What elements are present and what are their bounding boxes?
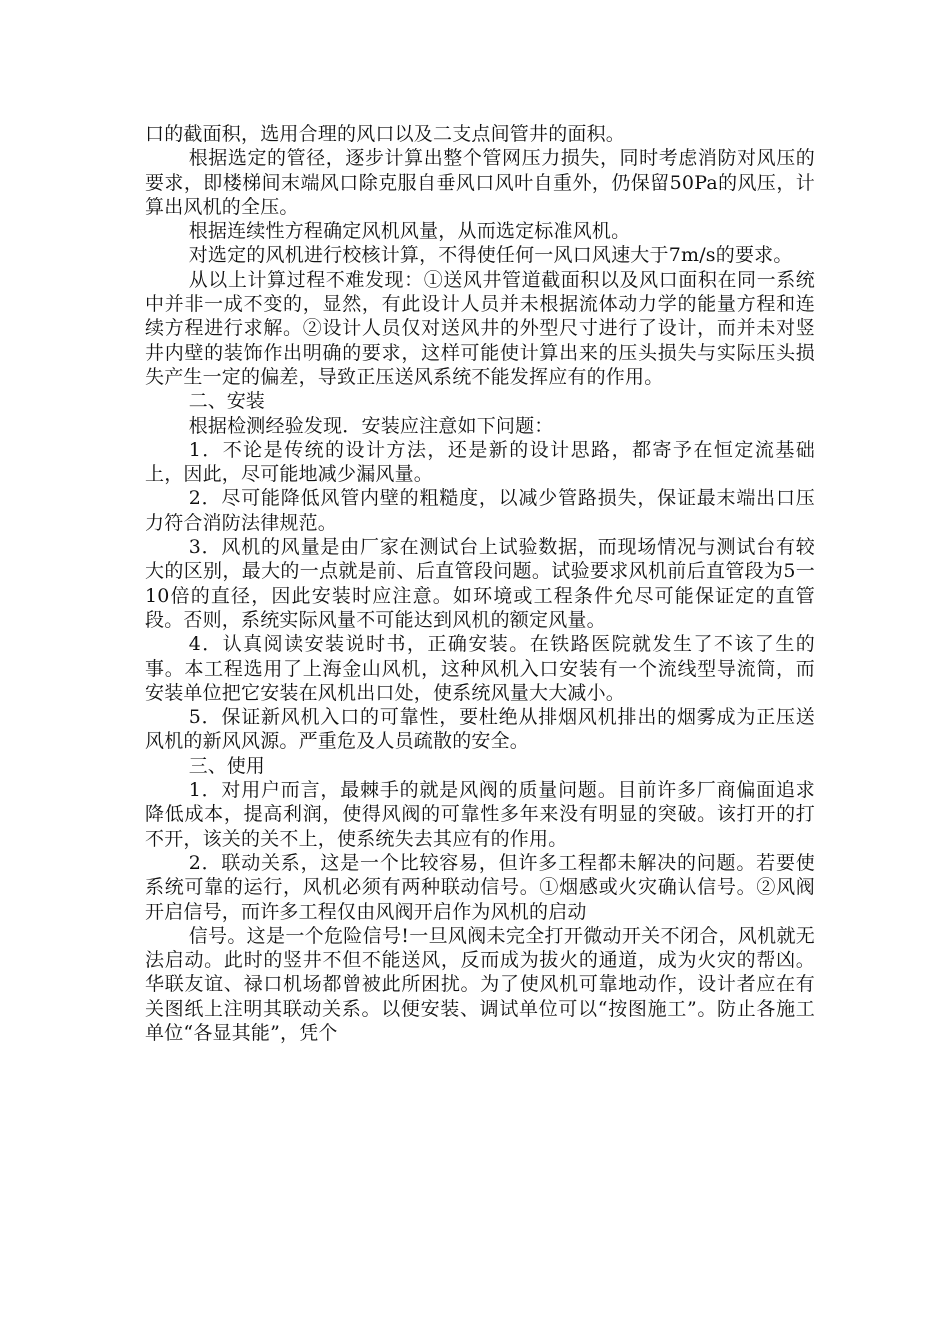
paragraph: 信号。这是一个危险信号!一旦风阀未完全打开微动开关不闭合，风机就无法启动。此时的竖井不但不能送风，反而成为拔火的通道，成为火灾的帮凶。华联友谊、禄口机场都曾被此所困扰。为了使风机可靠地动作，设计者应在有关图纸上注明其联动关系。以便安装、调试单位可以“按图施工”。防止各施工单位“各显其能”，凭个 (145, 924, 815, 1044)
list-item: 2．联动关系，这是一个比较容易，但许多工程都未解决的问题。若要使系统可靠的运行，风机必须有两种联动信号。①烟感或火灾确认信号。②风阀开启信号，而许多工程仅由风阀开启作为风机的启动 (145, 851, 815, 923)
paragraph: 对选定的风机进行校核计算，不得使任何一风口风速大于7m/s的要求。 (188, 244, 793, 267)
document-page (145, 122, 815, 1045)
paragraph: 从以上计算过程不难发现：①送风井管道截面积以及风口面积在同一系统中并非一成不变的，显然，有此设计人员并未根据流体动力学的能量方程和连续方程进行求解。②设计人员仅对送风井的外型尺寸进行了设计，而并未对竖井内壁的装饰作出明确的要求，这样可能使计算出来的压头损失与实际压头损失产生一定的偏差，导致正压送风系统不能发挥应有的作用。 (145, 268, 815, 388)
list-item: 2．尽可能降低风管内壁的粗糙度，以减少管路损失，保证最末端出口压力符合消防法律规范。 (145, 487, 815, 534)
paragraph: 根据选定的管径，逐步计算出整个管网压力损失，同时考虑消防对风压的要求，即楼梯间末端风口除克服自垂风口风叶自重外，仍保留50Pa的风压，计算出风机的全压。 (145, 147, 815, 218)
list-item: 1．对用户而言，最棘手的就是风阀的质量问题。目前许多厂商偏面追求降低成本，提高利润，使得风阀的可靠性多年来没有明显的突破。该打开的打不开，该关的关不上，使系统失去其应有的作用。 (145, 779, 815, 850)
paragraph: 口的截面积，选用合理的风口以及二支点间管井的面积。 (145, 123, 626, 145)
paragraph: 根据检测经验发现．安装应注意如下问题： (188, 414, 554, 437)
list-item: 3．风机的风量是由厂家在测试台上试验数据，而现场情况与测试台有较大的区别，最大的一点就是前、后直管段问题。试验要求风机前后直管段为5一10倍的直径，因此安装时应注意。如环境或工程条件允尽可能保证定的直管段。否则，系统实际风量不可能达到风机的额定风量。 (145, 536, 815, 631)
list-item: 5．保证新风机入口的可靠性，要杜绝从排烟风机排出的烟雾成为正压送风机的新风风源。严重危及人员疏散的安全。 (145, 706, 815, 753)
paragraph: 根据连续性方程确定风机风量，从而选定标准风机。 (188, 220, 631, 243)
section-heading: 三、使用 (188, 754, 265, 777)
section-heading: 二、安装 (188, 390, 265, 413)
list-item: 4．认真阅读安装说时书，正确安装。在铁路医院就发生了不该了生的事。本工程选用了上海金山风机，这种风机入口安装有一个流线型导流筒，而安装单位把它安装在风机出口处，使系统风量大大减小。 (145, 633, 815, 704)
list-item: 1．不论是传统的设计方法，还是新的设计思路，都寄予在恒定流基础上，因此，尽可能地减少漏风量。 (145, 438, 815, 486)
